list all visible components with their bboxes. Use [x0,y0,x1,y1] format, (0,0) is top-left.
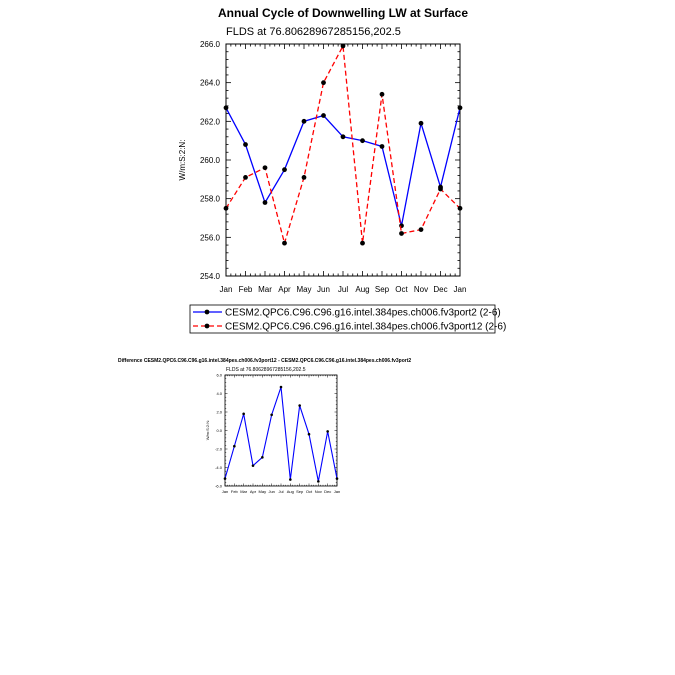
y-tick-label: -4.0 [215,465,222,470]
y-tick-label: -2.0 [215,446,222,452]
diff-axes [215,373,340,495]
diff-chart-subtitle: FLDS at 76.80628967285156,202.5 [226,367,306,373]
x-tick-label: Oct [305,489,313,494]
data-point-series1 [242,413,245,416]
main-y-axis-label: W/m:S:2:N: [178,139,187,181]
diff-series-group [224,386,339,483]
series-line-2 [226,46,460,243]
y-tick-label: 258.0 [199,194,220,204]
data-point-series2 [302,175,307,180]
x-tick-label: Jul [278,489,284,494]
x-tick-label: Oct [395,285,408,294]
x-tick-label: Feb [230,489,238,494]
y-tick-label: 0.0 [216,428,222,433]
data-point-series1 [261,456,264,459]
x-tick-label: Jan [333,489,341,494]
x-tick-label: Jun [317,285,330,294]
data-point-series1 [282,167,287,172]
data-point-series2 [321,80,326,85]
diff-y-axis-label: W/m:S:2:N: [205,419,210,441]
data-point-series1 [317,480,320,483]
y-tick-label: 6.0 [216,372,222,378]
x-tick-label: Sep [296,489,304,494]
x-tick-label: Nov [413,285,429,294]
x-tick-label: Dec [433,285,448,294]
y-tick-label: -6.0 [215,483,222,489]
data-point-series2 [224,206,229,211]
data-point-series1 [252,464,255,467]
series-line-1 [226,108,460,226]
y-tick-label: 4.0 [216,391,222,396]
x-tick-label: Aug [355,285,370,294]
x-tick-label: Apr [278,285,291,294]
data-point-series2 [380,92,385,97]
x-tick-label: Apr [249,489,257,494]
data-point-series2 [341,44,346,49]
data-point-series1 [321,113,326,118]
data-point-series1 [341,134,346,139]
main-series-group [224,44,463,246]
data-point-series1 [224,477,227,480]
data-point-series2 [458,206,463,211]
x-tick-label: Mar [240,489,248,494]
data-point-series1 [458,105,463,110]
data-point-series2 [263,165,268,170]
x-tick-label: Jan [453,285,467,294]
data-point-series1 [270,413,273,416]
legend-label-series1: CESM2.QPC6.C96.C96.g16.intel.384pes.ch006.fv3port2 (2-6) [225,307,501,319]
data-point-series1 [326,430,329,433]
y-tick-label: 256.0 [199,233,220,243]
legend-label-series2: CESM2.QPC6.C96.C96.g16.intel.384pes.ch006.fv3port12 (2-6) [225,321,507,333]
data-point-series1 [263,200,268,205]
main-chart-title: Annual Cycle of Downwelling LW at Surface [217,6,469,20]
data-point-series1 [289,478,292,481]
data-point-series1 [280,386,283,389]
data-point-series1 [224,105,229,110]
x-tick-label: Sep [374,285,390,294]
diff-chart-title: Difference CESM2.QPC6.C96.C96.g16.intel.384pes.ch006.fv3port12 - CESM2.QPC6.C96.C96.g16.intel.384pes.ch006.fv3port2 [118,358,412,364]
legend-marker-series2 [205,324,210,329]
data-point-series1 [302,119,307,124]
data-point-series1 [360,138,365,143]
x-tick-label: Aug [286,489,294,494]
x-tick-label: Feb [238,285,253,294]
x-tick-label: Nov [314,489,322,494]
y-tick-label: 2.0 [216,409,222,415]
data-point-series1 [298,404,301,407]
data-point-series2 [360,241,365,246]
y-tick-label: 262.0 [199,117,220,127]
data-point-series2 [419,227,424,232]
x-tick-label: Jul [337,285,349,294]
data-point-series2 [438,187,443,192]
y-tick-label: 264.0 [199,78,220,88]
data-point-series1 [419,121,424,126]
x-tick-label: May [258,489,267,494]
y-tick-label: 254.0 [199,272,220,281]
main-plot-frame [226,44,460,276]
data-point-series1 [243,142,248,147]
data-point-series1 [380,144,385,149]
data-point-series2 [282,241,287,246]
x-tick-label: Jun [268,489,275,494]
x-tick-label: Jan [219,285,233,294]
x-tick-label: Jan [221,489,229,494]
x-tick-label: Dec [324,489,332,494]
legend-marker-series1 [205,310,210,315]
y-tick-label: 266.0 [199,40,220,49]
data-point-series1 [336,477,339,480]
x-tick-label: May [296,285,312,294]
main-axes [200,40,466,294]
series-line-1 [225,387,337,481]
data-point-series1 [308,433,311,436]
y-tick-label: 260.0 [199,156,220,165]
x-tick-label: Mar [258,285,272,294]
data-point-series2 [399,231,404,236]
main-chart-subtitle: FLDS at 76.80628967285156,202.5 [226,26,401,38]
data-point-series1 [233,445,236,448]
data-point-series2 [243,175,248,180]
